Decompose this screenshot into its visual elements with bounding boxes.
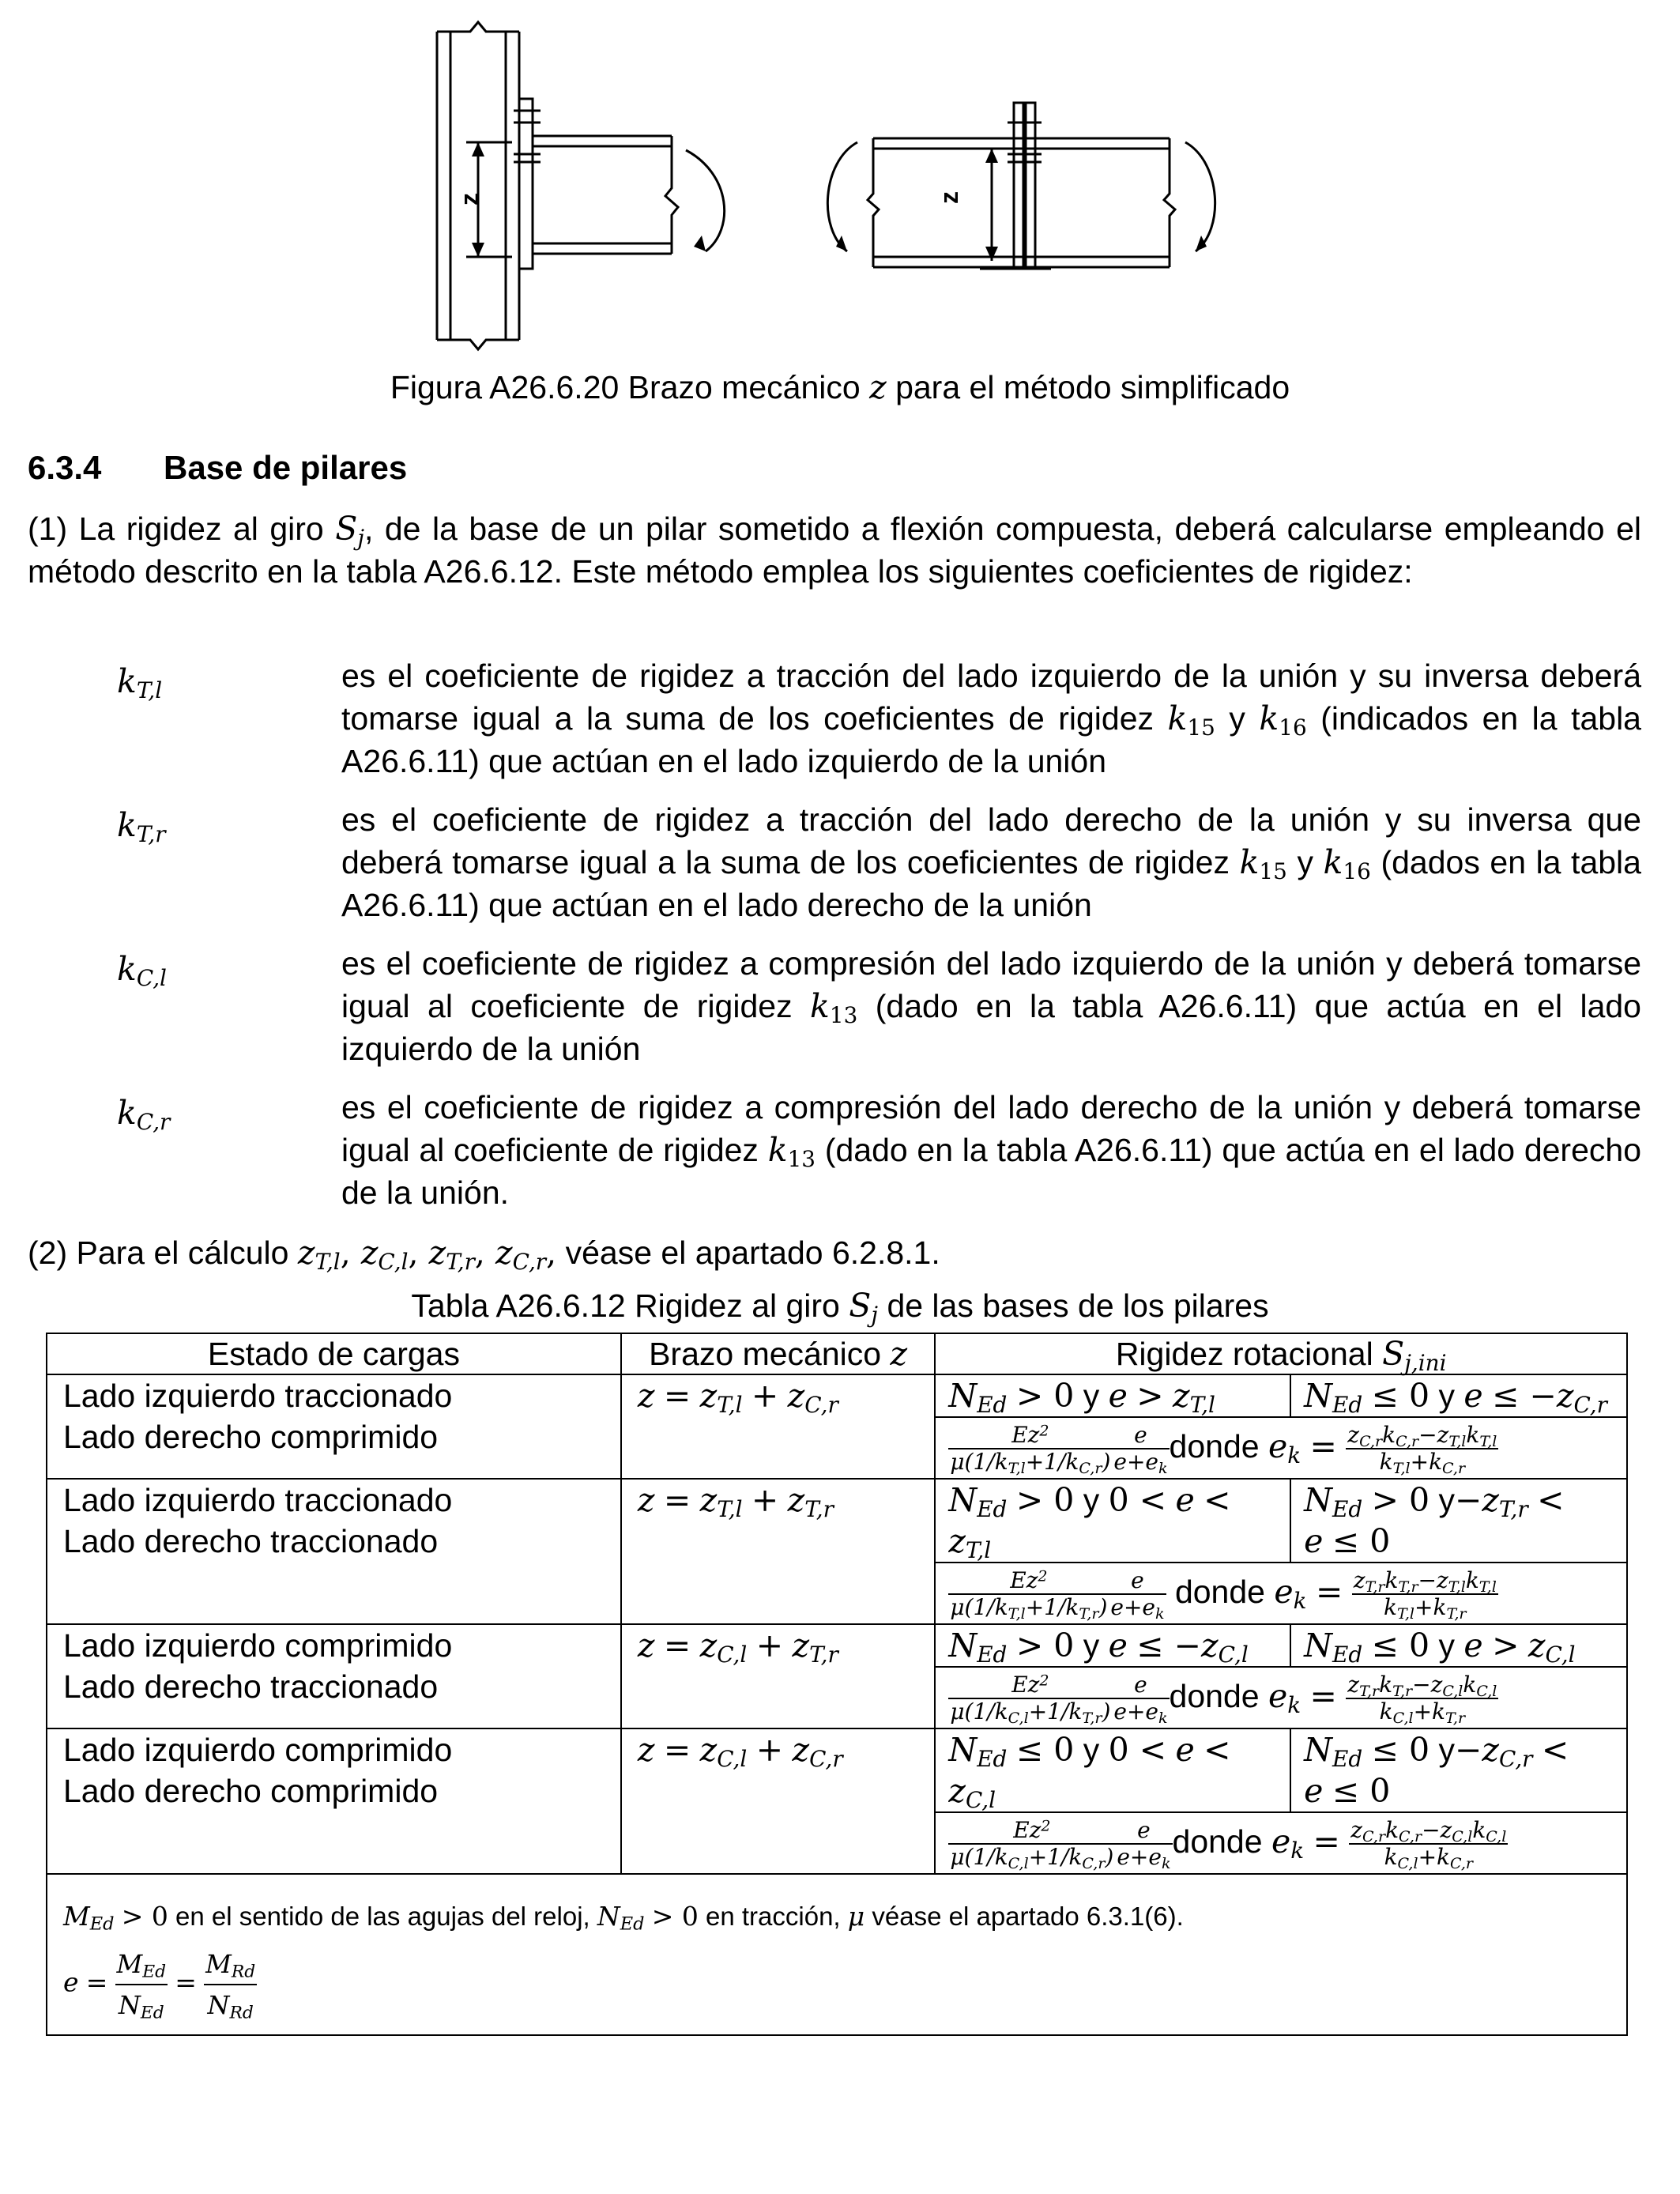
- table-row: [47, 1624, 1627, 1667]
- paragraph-2: (2) Para el cálculo $z_{T,l}$, $z_{C,l}$, $z_{T,r}$, $z_{C,r}$, véase el apartado 6.2.8.1.: [28, 1234, 940, 1275]
- condition-cell: $N_{Ed} \le 0$ y $e > z_{C,l}$: [1290, 1624, 1627, 1667]
- state-cell: Lado izquierdo traccionado Lado derecho traccionado: [47, 1479, 621, 1624]
- condition-cell: $N_{Ed} > 0$ y $e > z_{T,l}$: [935, 1374, 1290, 1417]
- def-term-kCr: $k_{C,r}$: [117, 1094, 171, 1135]
- arm-cell: $z = z_{T,l} + z_{C,r}$: [621, 1374, 936, 1479]
- condition-cell: $N_{Ed} > 0$ y 0 < e < $z_{T,l}$: [935, 1479, 1290, 1563]
- formula-cell: $\frac{Ez^2}{\mu(1/k_{C,l}+1/k_{C,r})}$ $\frac{e}{e+e_k}$ donde $e_k$ = $\frac{z_{C,r}k_{C,r}-z_{C,l}k_{C,l}}{k_{C,l}+k_{C,r}}$: [935, 1812, 1627, 1874]
- condition-cell: $N_{Ed} > 0$ $y-z_{T,r}$ < e ≤ 0: [1290, 1479, 1627, 1563]
- arm-cell: $z = z_{C,l} + z_{T,r}$: [621, 1624, 936, 1728]
- table-notes-row: [47, 1874, 1627, 2035]
- condition-cell: $N_{Ed} > 0$ y $e \le -z_{C,l}$: [935, 1624, 1290, 1667]
- right-z-label: z: [935, 191, 963, 204]
- header-arm: Brazo mecánico z: [621, 1333, 936, 1374]
- paragraph-1: (1) La rigidez al giro $S_j$, de la base de un pilar sometido a flexión compuesta, deberá calcularse empleando el método descrito en la tabla A26.6.12. Este método emplea los siguientes coeficientes de rigidez:: [28, 510, 1641, 590]
- state-cell: Lado izquierdo traccionado Lado derecho comprimido: [47, 1374, 621, 1479]
- table-row: [47, 1479, 1627, 1563]
- formula-cell: $\frac{Ez^2}{\mu(1/k_{T,l}+1/k_{C,r})}$ $\frac{e}{e+e_k}$ donde $e_k$ = $\frac{z_{C,r}k_{C,r}-z_{T,l}k_{T,l}}{k_{T,l}+k_{C,r}}$: [935, 1417, 1627, 1479]
- formula-cell: $\frac{Ez^2}{\mu(1/k_{C,l}+1/k_{T,r})}$ $\frac{e}{e+e_k}$ donde $e_k$ = $\frac{z_{T,r}k_{T,r}-z_{C,l}k_{C,l}}{k_{C,l}+k_{T,r}}$: [935, 1667, 1627, 1728]
- def-desc-kCr: es el coeficiente de rigidez a compresión del lado derecho de la unión y deberá tomarse igual al coeficiente de rigidez $k_{13}$ (dado en la tabla A26.6.11) que actúa en el lado derecho de la unión.: [341, 1089, 1641, 1211]
- def-term-kTr: $k_{T,r}$: [117, 806, 166, 847]
- header-stiffness: Rigidez rotacional $S_{j,ini}$: [935, 1333, 1627, 1374]
- def-desc-kTl: es el coeficiente de rigidez a tracción del lado izquierdo de la unión y su inversa deberá tomarse igual a la suma de los coeficientes de rigidez $k_{15}$ y $k_{16}$ (indicados en la tabla A26.6.11) que actúan en el lado izquierdo de la unión: [341, 658, 1641, 779]
- state-cell: Lado izquierdo comprimido Lado derecho comprimido: [47, 1728, 621, 1874]
- header-state: Estado de cargas: [47, 1333, 621, 1374]
- section-heading: [28, 449, 407, 487]
- condition-cell: $N_{Ed} \le 0$ $y-z_{C,r}$ < e ≤ 0: [1290, 1728, 1627, 1812]
- arm-cell: $z = z_{T,l} + z_{T,r}$: [621, 1479, 936, 1624]
- table-note: $M_{Ed} > 0$ en el sentido de las agujas del reloj, $N_{Ed} > 0$ en tracción, μ véase el apartado 6.3.1(6). e = $\frac{M_{Ed}}{N_{Ed}}$ = $\frac{M_{Rd}}{N_{Rd}}$: [47, 1874, 1627, 2035]
- table-row: [47, 1374, 1627, 1417]
- def-desc-kCl: es el coeficiente de rigidez a compresión del lado izquierdo de la unión y deberá tomarse igual al coeficiente de rigidez $k_{13}$ (dado en la tabla A26.6.11) que actúa en el lado izquierdo de la unión: [341, 945, 1641, 1067]
- condition-cell: $N_{Ed} \le 0$ y $e \le -z_{C,r}$: [1290, 1374, 1627, 1417]
- section-title: Base de pilares: [164, 449, 408, 486]
- def-term-kCl: $k_{C,l}$: [117, 950, 167, 991]
- joint-lever-arm-figure: [395, 16, 1288, 364]
- condition-cell: $N_{Ed} \le 0$ y 0 < e < $z_{C,l}$: [935, 1728, 1290, 1812]
- def-desc-kTr: es el coeficiente de rigidez a tracción del lado derecho de la unión y su inversa que deberá tomarse igual a la suma de los coeficientes de rigidez $k_{15}$ y $k_{16}$ (dados en la tabla A26.6.11) que actúan en el lado derecho de la unión: [341, 801, 1641, 923]
- table-header-row: [47, 1333, 1627, 1374]
- figure-caption: Figura A26.6.20 Brazo mecánico z para el método simplificado: [390, 368, 1290, 406]
- formula-cell: $\frac{Ez^2}{\mu(1/k_{T,l}+1/k_{T,r})}$ $\frac{e}{e+e_k}$ donde $e_k$ = $\frac{z_{T,r}k_{T,r}-z_{T,l}k_{T,l}}{k_{T,l}+k_{T,r}}$: [935, 1563, 1627, 1624]
- left-z-label: z: [455, 193, 484, 205]
- state-cell: Lado izquierdo comprimido Lado derecho traccionado: [47, 1624, 621, 1728]
- section-number: 6.3.4: [28, 449, 102, 486]
- table-row: [47, 1728, 1627, 1812]
- arm-cell: $z = z_{C,l} + z_{C,r}$: [621, 1728, 936, 1874]
- def-term-kTl: $k_{T,l}$: [117, 662, 163, 703]
- table-caption: Tabla A26.6.12 Rigidez al giro $S_j$ de las bases de los pilares: [411, 1287, 1269, 1328]
- stiffness-table: [46, 1333, 1628, 2036]
